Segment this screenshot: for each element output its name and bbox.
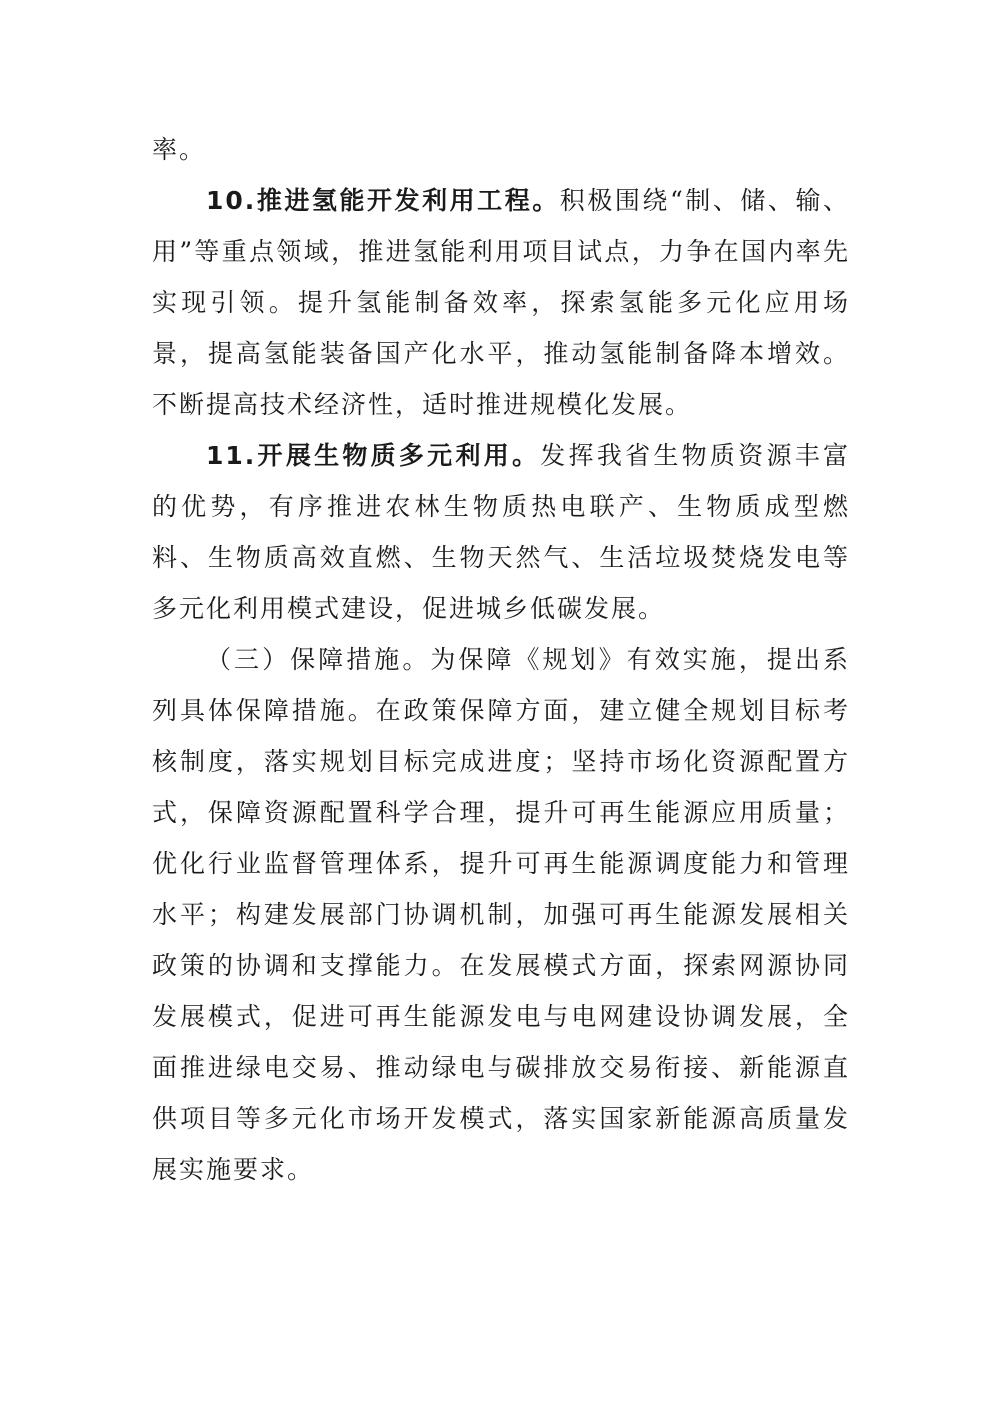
section-10-body: 积极围绕“制、储、输、用”等重点领域，推进氢能利用项目试点，力争在国内率先实现引领。提升氢能制备效率，探索氢能多元化应用场景，提高氢能装备国产化水平，推动氢能制备降本增效。不断提高技术经济性，适时推进规模化发展。: [152, 186, 850, 419]
section-11-paragraph: [152, 430, 850, 634]
section-11-heading: 11.开展生物质多元利用。: [206, 441, 541, 470]
section-3-paragraph: （三）保障措施。为保障《规划》有效实施，提出系列具体保障措施。在政策保障方面，建立健全规划目标考核制度，落实规划目标完成进度；坚持市场化资源配置方式，保障资源配置科学合理，提升可再生能源应用质量；优化行业监督管理体系，提升可再生能源调度能力和管理水平；构建发展部门协调机制，加强可再生能源发展相关政策的协调和支撑能力。在发展模式方面，探索网源协同发展模式，促进可再生能源发电与电网建设协调发展，全面推进绿电交易、推动绿电与碳排放交易衔接、新能源直供项目等多元化市场开发模式，落实国家新能源高质量发展实施要求。: [152, 645, 850, 1184]
section-10-paragraph: [152, 175, 850, 430]
carryover-text: 率。: [152, 135, 207, 164]
section-10-heading: 10.推进氢能开发利用工程。: [206, 186, 560, 215]
section-11-body: 发挥我省生物质资源丰富的优势，有序推进农林生物质热电联产、生物质成型燃料、生物质高效直燃、生物天然气、生活垃圾焚烧发电等多元化利用模式建设，促进城乡低碳发展。: [152, 441, 850, 623]
document-page: [152, 124, 850, 1195]
